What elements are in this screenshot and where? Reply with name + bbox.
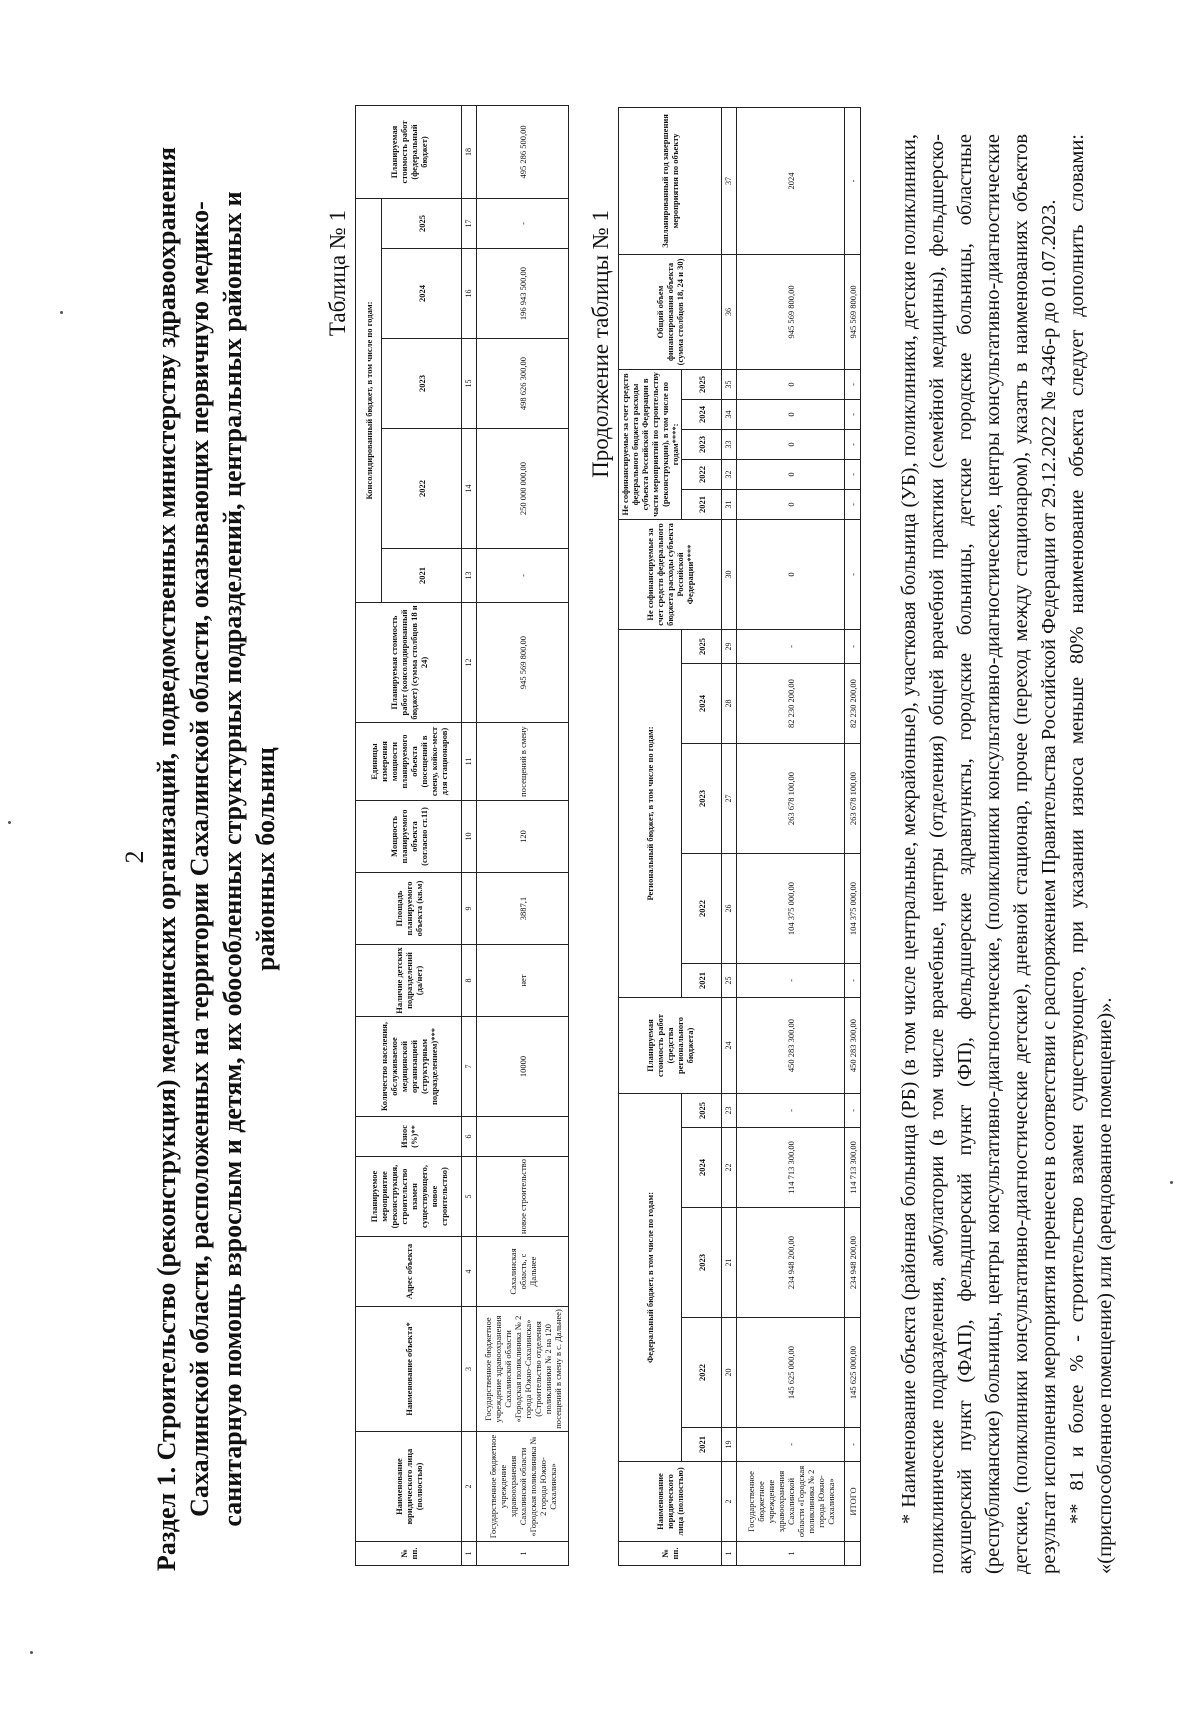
hdr-population: Количество населения, обслуживаемое медицинской организацией (структурным подразделением)***: [356, 1017, 462, 1117]
hdr-year: 2021: [682, 489, 722, 519]
cell-population: 10000: [477, 1017, 569, 1117]
cell-r2025: -: [737, 629, 845, 663]
cell-regional-cost: 450 283 300,00: [737, 998, 845, 1094]
col-number: 23: [722, 1094, 737, 1128]
col-number: 3: [462, 1307, 477, 1432]
cell-n2021: -: [845, 489, 861, 519]
hdr-year: 2021: [682, 964, 722, 998]
hdr-units: Единицы измерения мощности планируемого объекта (посещений в смену, койко-мест для стационаров): [356, 723, 462, 801]
cell-f2021: -: [737, 1428, 845, 1462]
cell-capacity: 120: [477, 801, 569, 873]
cell-y2023: 498 626 300,00: [477, 339, 569, 429]
cell-children: нет: [477, 945, 569, 1017]
hdr-completion-year: Запланированный год завершения мероприятия по объекту: [619, 107, 722, 254]
col-number: 36: [722, 254, 737, 369]
cell-n2022: -: [845, 459, 861, 489]
hdr-year: 2025: [382, 198, 462, 248]
hdr-children: Наличие детских подразделений (да/нет): [356, 945, 462, 1017]
cell-n2023: 0: [737, 429, 845, 459]
cell-f2021: -: [845, 1428, 861, 1462]
cell-cost-federal: 495 286 500,00: [477, 105, 569, 198]
hdr-year: 2025: [682, 629, 722, 663]
scan-speck: [8, 821, 11, 824]
col-number: 9: [462, 873, 477, 945]
col-number: 8: [462, 945, 477, 1017]
footnotes: [895, 134, 1119, 1574]
hdr-entity: Наименование юридического лица (полностью): [619, 1462, 722, 1542]
hdr-capacity: Мощность планируемого объекта (согласно ст.11): [356, 801, 462, 873]
cell-r2025: -: [845, 629, 861, 663]
section-title: Раздел 1. Строительство (реконструкция) медицинских организаций, подведомственных министерству здравоохранения Сахалинской области, расположенных на территории Сахалинской области, оказывающих первичную медико-санитарную помощь взрослым и детям, их обособленных структурных подразделений, центральных районных и районных больниц: [152, 146, 280, 1572]
col-number: 31: [722, 489, 737, 519]
footnote-1: * Наименование объекта (районная больница (РБ) (в том числе центральные, межрайонные), участковая больница (УБ), поликлиники, детские поликлиники, поликлинические подразделения, амбулатории (в том числе врачебные, центры (отделения) общей врачебной практики (семейной медицины), фельдшерско-акушерский пункт (ФАП), фельдшерский пункт (ФП), фельдшерские здравпункты, городские больницы, детские городские больницы, областные (республиканские) больницы, центры консультативно-диагностические, (поликлиники консультативно-диагностические, центры консультативно-диагностические детские, (поликлиники консультативно-диагностические детские), дневной стационар, прочее (переход между стационаром), указать в наименованиях объектов результат исполнения мероприятия перенесен в соответствии с распоряжением Правительства Российской Федерации от 29.12.2022 № 4346-р до 01.07.2023.: [898, 134, 1060, 1574]
cell-total-financing: 945 569 800,00: [737, 254, 845, 369]
col-number: 26: [722, 854, 737, 964]
col-number: 30: [722, 519, 737, 629]
col-number: 34: [722, 399, 737, 429]
col-number: 1: [722, 1542, 737, 1566]
hdr-total-financing: Общий объем финансирования объекта (сумма столбцов 18, 24 и 30): [619, 254, 722, 369]
hdr-year: 2023: [682, 429, 722, 459]
cell-y2022: 250 000 000,00: [477, 429, 569, 549]
cell-n2022: 0: [737, 459, 845, 489]
cell-f2023: 234 948 200,00: [737, 1208, 845, 1318]
hdr-address: Адрес объекта: [356, 1237, 462, 1307]
table-row: [477, 105, 569, 1565]
hdr-not-cofinanced-years: Не софинансируемые за счет средств федерального бюджета расходы субъекта Российской Федерации в части мероприятий по строительству (реконструкции), в том числе по годам****:: [619, 369, 682, 519]
cell-completion-year: 2024: [737, 107, 845, 254]
cell-f2025: -: [737, 1094, 845, 1128]
cell-f2024: 114 713 300,00: [845, 1128, 861, 1208]
col-number: 4: [462, 1237, 477, 1307]
col-number: 15: [462, 339, 477, 429]
cell-f2022: 145 625 000,00: [737, 1318, 845, 1428]
hdr-num: № пп.: [356, 1542, 462, 1566]
col-number: 6: [462, 1117, 477, 1157]
cell-y2024: 196 943 500,00: [477, 249, 569, 339]
col-number: 21: [722, 1208, 737, 1318]
scan-speck: [1170, 1181, 1173, 1184]
hdr-num: № пп.: [619, 1542, 722, 1566]
hdr-object: Наименование объекта*: [356, 1307, 462, 1432]
hdr-wear: Износ (%)**: [356, 1117, 462, 1157]
total-row: [845, 107, 861, 1565]
cell-not-cofinanced: 0: [737, 519, 845, 629]
cell-r2021: -: [737, 964, 845, 998]
cell-n2024: 0: [737, 399, 845, 429]
table-1: [355, 105, 569, 1566]
hdr-year: 2021: [382, 549, 462, 603]
col-number: 25: [722, 964, 737, 998]
col-number: 2: [462, 1432, 477, 1542]
hdr-year: 2025: [682, 369, 722, 399]
cell-area: 3887,1: [477, 873, 569, 945]
cell-n2023: -: [845, 429, 861, 459]
col-number: 14: [462, 429, 477, 549]
cell-f2023: 234 948 200,00: [845, 1208, 861, 1318]
cell-r2023: 263 678 100,00: [737, 744, 845, 854]
hdr-year: 2023: [682, 744, 722, 854]
hdr-cost-federal: Планируемая стоимость работ (федеральный бюджет): [356, 105, 462, 198]
cell-r2024: 82 230 200,00: [845, 664, 861, 744]
hdr-year: 2025: [682, 1094, 722, 1128]
cell-r2022: 104 375 000,00: [737, 854, 845, 964]
col-number: 17: [462, 198, 477, 248]
cell-f2024: 114 713 300,00: [737, 1128, 845, 1208]
col-number: 32: [722, 459, 737, 489]
col-number: 24: [722, 998, 737, 1094]
hdr-consolidated: Консолидированный бюджет, в том числе по годам:: [356, 198, 382, 602]
col-number: 19: [722, 1428, 737, 1462]
cell-r2021: -: [845, 964, 861, 998]
cell-r2024: 82 230 200,00: [737, 664, 845, 744]
cell-wear: [477, 1117, 569, 1157]
hdr-year: 2021: [682, 1428, 722, 1462]
hdr-federal: Федеральный бюджет, в том числе по годам:: [619, 1094, 682, 1462]
cell-f2025: -: [845, 1094, 861, 1128]
cell-f2022: 145 625 000,00: [845, 1318, 861, 1428]
hdr-cost-total: Планируемая стоимость работ (консолидированный бюджет) (сумма столбцов 18 и 24): [356, 603, 462, 723]
col-number: 37: [722, 107, 737, 254]
col-number: 7: [462, 1017, 477, 1117]
hdr-year: 2024: [682, 1128, 722, 1208]
col-number: 29: [722, 629, 737, 663]
cell-r2022: 104 375 000,00: [845, 854, 861, 964]
col-number: 22: [722, 1128, 737, 1208]
col-number: 12: [462, 603, 477, 723]
cell-planned: новое строительство: [477, 1157, 569, 1237]
col-number: 11: [462, 723, 477, 801]
hdr-year: 2022: [682, 459, 722, 489]
col-number: 5: [462, 1157, 477, 1237]
cell-entity: Государственное бюджетное учреждение здравоохранения Сахалинской области «Городская поликлиника № 2 города Южно-Сахалинска»: [737, 1462, 845, 1542]
cell-completion-year: -: [845, 107, 861, 254]
hdr-year: 2022: [682, 1318, 722, 1428]
hdr-year: 2024: [382, 249, 462, 339]
scan-speck: [30, 1651, 33, 1654]
col-number: 27: [722, 744, 737, 854]
cell-total-slash: [845, 1542, 861, 1566]
cell-n2025: -: [845, 369, 861, 399]
hdr-year: 2022: [382, 429, 462, 549]
col-number: 16: [462, 249, 477, 339]
table1-caption: Таблица № 1: [325, 210, 350, 337]
cell-r2023: 263 678 100,00: [845, 744, 861, 854]
col-number: 18: [462, 105, 477, 198]
col-number: 20: [722, 1318, 737, 1428]
hdr-year: 2022: [682, 854, 722, 964]
hdr-year: 2024: [682, 664, 722, 744]
cell-n2021: 0: [737, 489, 845, 519]
cell-object: Государственное бюджетное учреждение здравоохранения Сахалинской области «Городская поликлиника № 2 города Южно-Сахалинска» (Строительство отделения поликлиники № 2 на 120 посещений в смену в с. Дальнее): [477, 1307, 569, 1432]
hdr-regional: Региональный бюджет, в том числе по годам:: [619, 629, 682, 997]
col-number: 2: [722, 1462, 737, 1542]
cell-units: посещений в смену: [477, 723, 569, 801]
hdr-entity: Наименование юридического лица (полностью): [356, 1432, 462, 1542]
hdr-planned: Планируемое мероприятие (реконструкция, строительство взамен существующего, новое строительство): [356, 1157, 462, 1237]
footnote-2: ** 81 и более % - строительство взамен существующего, при указании износа меньше 80% наименование объекта следует дополнить словами: «(приспособленное помещение) или (арендованное помещение)».: [1066, 134, 1116, 1574]
table2-caption: Продолжение таблицы № 1: [588, 210, 613, 478]
cell-total-financing: 945 569 800,00: [845, 254, 861, 369]
hdr-regional-cost: Планируемая стоимость работ (средства регионального бюджета): [619, 998, 722, 1094]
scan-speck: [60, 311, 63, 314]
cell-y2021: -: [477, 549, 569, 603]
hdr-area: Площадь планируемого объекта (кв.м): [356, 873, 462, 945]
col-number: 35: [722, 369, 737, 399]
cell-total-label: ИТОГО: [845, 1462, 861, 1542]
cell-regional-cost: 450 283 300,00: [845, 998, 861, 1094]
cell-num: 1: [477, 1542, 569, 1566]
table-row: [737, 107, 845, 1565]
cell-n2025: 0: [737, 369, 845, 399]
cell-not-cofinanced: -: [845, 519, 861, 629]
col-number: 1: [462, 1542, 477, 1566]
hdr-year: 2023: [682, 1208, 722, 1318]
cell-address: Сахалинская область, с Дальнее: [477, 1237, 569, 1307]
cell-n2024: -: [845, 399, 861, 429]
cell-num: 1: [737, 1542, 845, 1566]
hdr-year: 2023: [382, 339, 462, 429]
page-number: 2: [120, 850, 149, 864]
cell-cost-total: 945 569 800,00: [477, 603, 569, 723]
col-number: 10: [462, 801, 477, 873]
hdr-not-cofinanced: Не софинансируемые за счет средств федерального бюджета расходы субъекта Российской Федерации****: [619, 519, 722, 629]
cell-y2025: -: [477, 198, 569, 248]
table-2: [618, 107, 861, 1566]
col-number: 33: [722, 429, 737, 459]
hdr-year: 2024: [682, 399, 722, 429]
col-number: 28: [722, 664, 737, 744]
cell-entity: Государственное бюджетное учреждение здравоохранения Сахалинской области «Городская поликлиника № 2 города Южно-Сахалинска»: [477, 1432, 569, 1542]
col-number: 13: [462, 549, 477, 603]
